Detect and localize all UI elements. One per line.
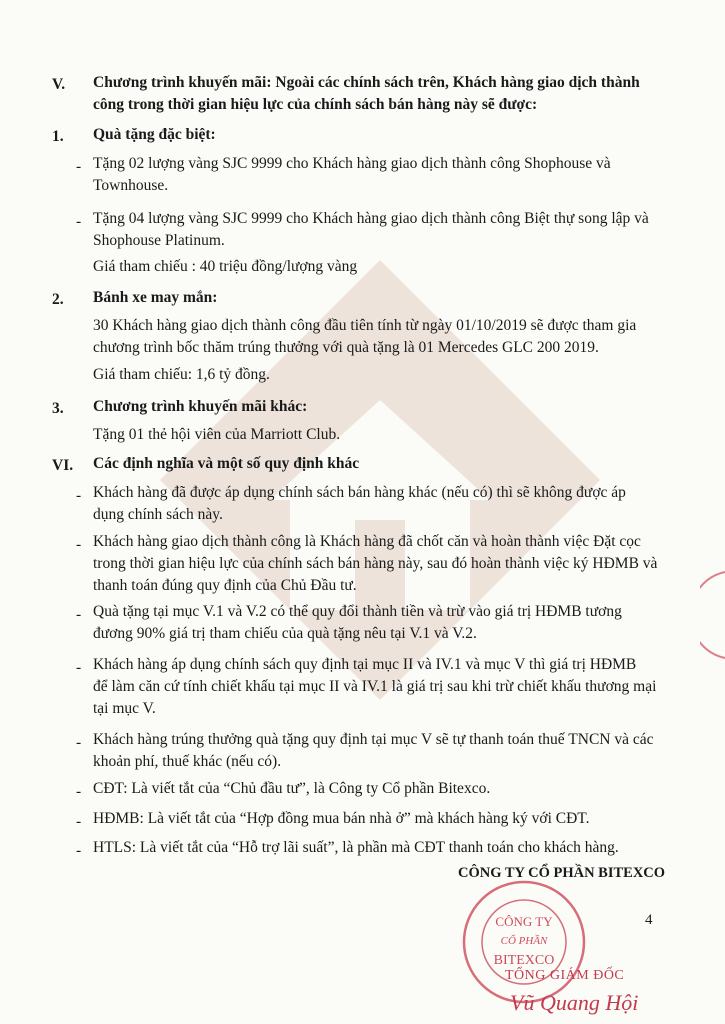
section-vi-bullet-1-line1: Khách hàng đã được áp dụng chính sách bán hàng khác (nếu có) thì sẽ không được áp: [93, 484, 626, 501]
bullet-marker: -: [76, 734, 82, 751]
item-3-paragraph: Tặng 01 thẻ hội viên của Marriott Club.: [93, 426, 341, 443]
section-vi-bullet-1: [93, 482, 673, 526]
stamp-text-2: CỔ PHẦN: [500, 935, 548, 947]
section-v-title: [93, 72, 673, 116]
signer-title: TỔNG GIÁM ĐỐC: [505, 968, 625, 983]
company-stamp: [460, 878, 588, 1006]
section-vi-bullet-2: [93, 531, 673, 597]
section-vi-title: Các định nghĩa và một số quy định khác: [93, 455, 360, 472]
item-1-bullet-1: [93, 153, 673, 197]
section-vi-bullet-6: CĐT: Là viết tắt của “Chủ đầu tư”, là Công ty Cổ phần Bitexco.: [93, 780, 491, 797]
stamp-text-1: CÔNG TY: [495, 914, 553, 929]
section-vi-bullet-2-line2: trong thời gian hiệu lực của chính sách bán hàng này, sau đó hoàn thành việc ký HĐMB và: [93, 555, 658, 572]
item-1-bullet-1-line2: Townhouse.: [93, 177, 169, 194]
section-vi-bullet-3: [93, 601, 673, 645]
signer-name: Vũ Quang Hội: [510, 990, 639, 1015]
company-name: CÔNG TY CỔ PHẦN BITEXCO: [458, 865, 666, 881]
page-number: 4: [645, 912, 653, 928]
section-v-title-line2: công trong thời gian hiệu lực của chính sách bán hàng này sẽ được:: [93, 96, 538, 113]
section-v-number: V.: [52, 76, 66, 93]
item-3-title: Chương trình khuyến mãi khác:: [93, 398, 308, 415]
bullet-marker: -: [76, 813, 82, 830]
item-2-title: Bánh xe may mắn:: [93, 289, 218, 306]
section-v-title-line1: Chương trình khuyến mãi: Ngoài các chính sách trên, Khách hàng giao dịch thành: [93, 74, 640, 91]
section-vi-bullet-5: [93, 729, 673, 773]
bullet-marker: -: [76, 783, 82, 800]
stamp-text-3: BITEXCO: [493, 953, 555, 968]
edge-stamp-fragment: [700, 570, 725, 660]
section-vi-bullet-2-line1: Khách hàng giao dịch thành công là Khách hàng đã chốt căn và hoàn thành việc Đặt cọc: [93, 533, 641, 550]
item-1-bullet-2-line1: Tặng 04 lượng vàng SJC 9999 cho Khách hàng giao dịch thành công Biệt thự song lập và: [93, 210, 649, 227]
section-vi-bullet-4-line2: để làm căn cứ tính chiết khấu tại mục II và IV.1 là giá trị sau khi trừ chiết khấu thương mại: [93, 678, 657, 695]
section-vi-bullet-3-line2: đương 90% giá trị tham chiếu của quà tặng nêu tại V.1 và V.2.: [93, 625, 477, 642]
item-1-number: 1.: [52, 128, 64, 145]
section-vi-bullet-8: HTLS: Là viết tắt của “Hỗ trợ lãi suất”, là phần mà CĐT thanh toán cho khách hàng.: [93, 839, 619, 856]
section-vi-bullet-4: [93, 654, 673, 720]
item-1-reference-price: Giá tham chiếu : 40 triệu đồng/lượng vàng: [93, 258, 358, 275]
section-vi-bullet-7: HĐMB: Là viết tắt của “Hợp đồng mua bán nhà ở” mà khách hàng ký với CĐT.: [93, 810, 590, 827]
section-vi-bullet-2-line3: thanh toán đúng quy định của Chủ Đầu tư.: [93, 577, 357, 594]
section-vi-number: VI.: [52, 457, 74, 474]
item-2-reference-price: Giá tham chiếu: 1,6 tỷ đồng.: [93, 366, 270, 383]
bullet-marker: -: [76, 842, 82, 859]
item-2-paragraph: [93, 315, 673, 359]
bullet-marker: -: [76, 536, 82, 553]
section-vi-bullet-4-line1: Khách hàng áp dụng chính sách quy định tại mục II và IV.1 và mục V thì giá trị HĐMB: [93, 656, 637, 673]
bullet-marker: -: [76, 158, 82, 175]
section-vi-bullet-4-line3: tại mục V.: [93, 700, 156, 717]
item-1-bullet-2-line2: Shophouse Platinum.: [93, 232, 225, 249]
item-1-title: Quà tặng đặc biệt:: [93, 126, 216, 143]
item-1-bullet-1-line1: Tặng 02 lượng vàng SJC 9999 cho Khách hàng giao dịch thành công Shophouse và: [93, 155, 611, 172]
section-vi-bullet-3-line1: Quà tặng tại mục V.1 và V.2 có thể quy đổi thành tiền và trừ vào giá trị HĐMB tương: [93, 603, 622, 620]
bullet-marker: -: [76, 213, 82, 230]
section-vi-bullet-5-line2: khoản phí, thuế khác (nếu có).: [93, 753, 282, 770]
item-1-bullet-2: [93, 208, 673, 252]
bullet-marker: -: [76, 659, 82, 676]
item-2-number: 2.: [52, 291, 64, 308]
item-2-paragraph-line1: 30 Khách hàng giao dịch thành công đầu tiên tính từ ngày 01/10/2019 sẽ được tham gia: [93, 317, 637, 334]
bullet-marker: -: [76, 606, 82, 623]
item-2-paragraph-line2: chương trình bốc thăm trúng thưởng với quà tặng là 01 Mercedes GLC 200 2019.: [93, 339, 599, 356]
item-3-number: 3.: [52, 400, 64, 417]
section-vi-bullet-5-line1: Khách hàng trúng thưởng quà tặng quy định tại mục V sẽ tự thanh toán thuế TNCN và các: [93, 731, 654, 748]
section-vi-bullet-1-line2: dụng chính sách này.: [93, 506, 223, 523]
bullet-marker: -: [76, 487, 82, 504]
